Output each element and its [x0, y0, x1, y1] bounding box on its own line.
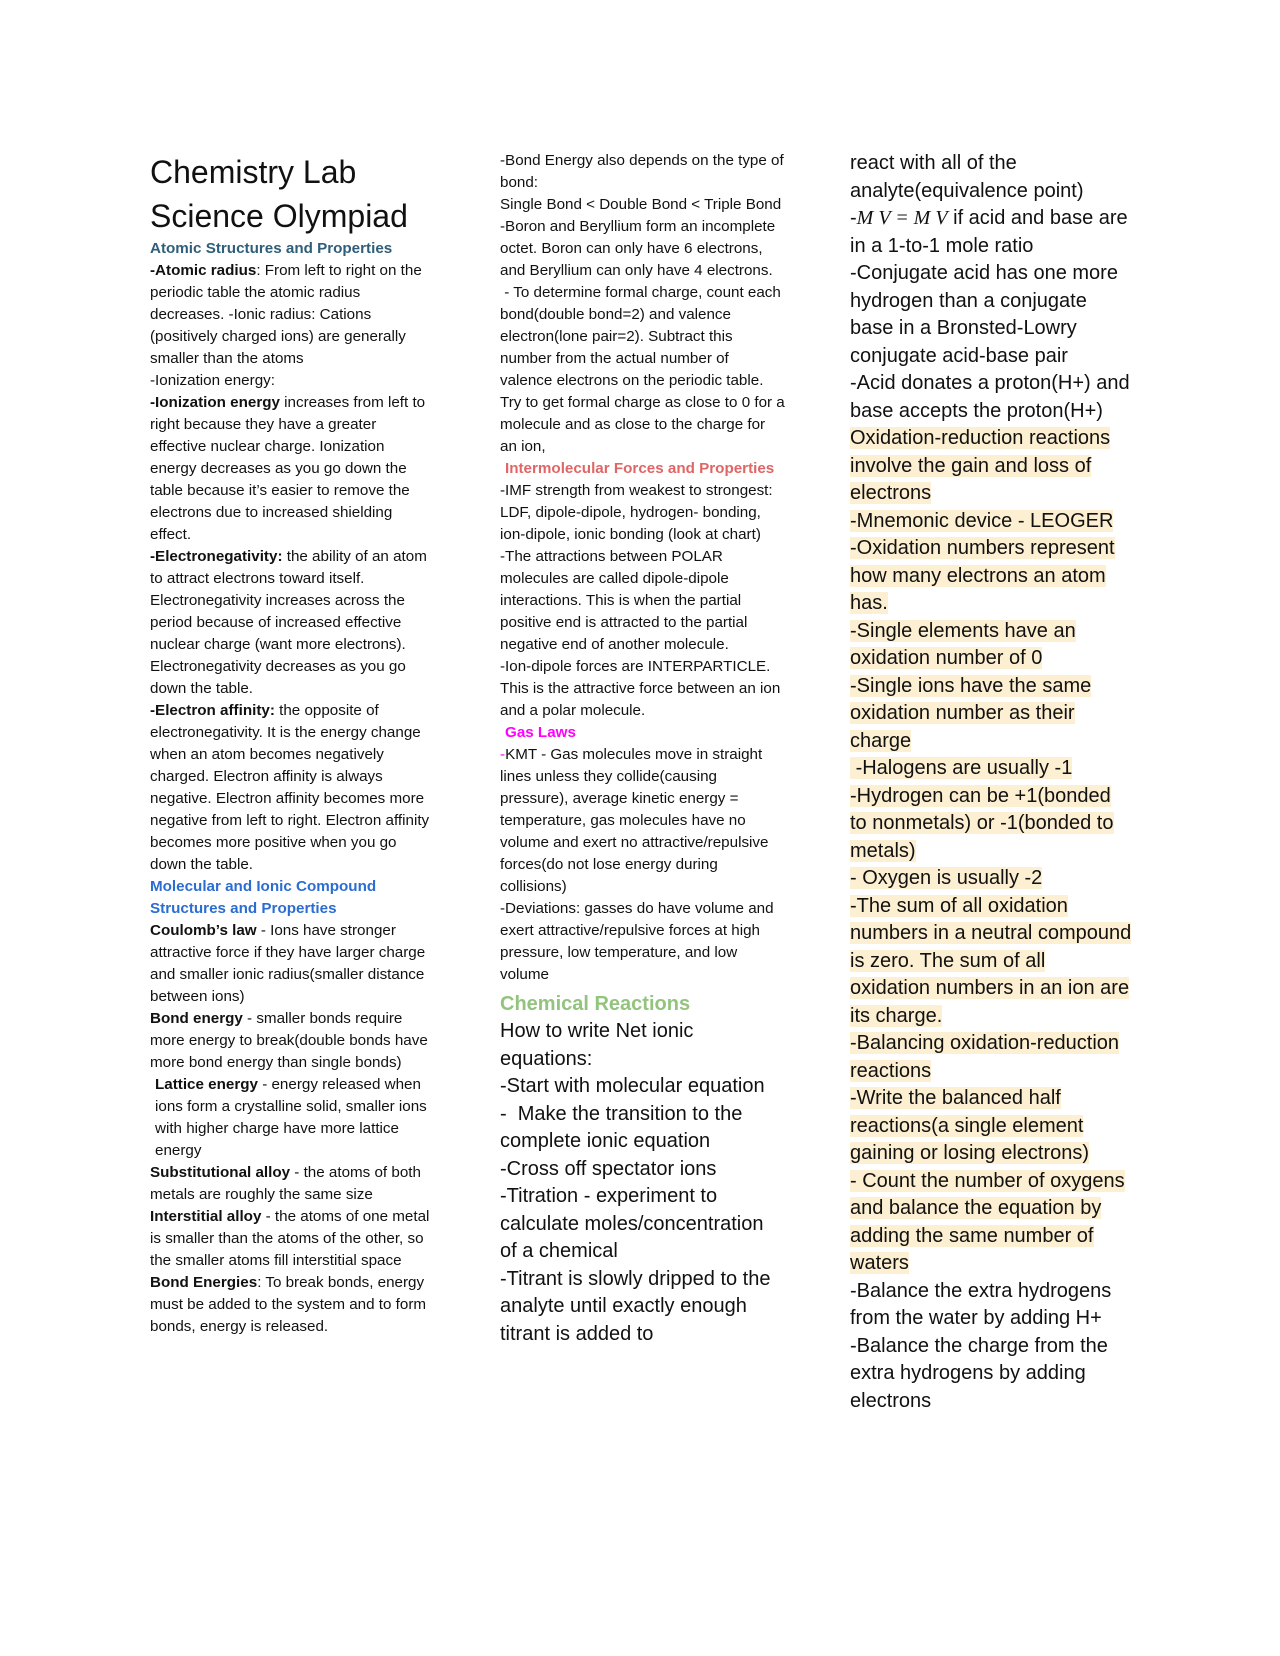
paragraph-bond-energies: [150, 1272, 435, 1338]
text-lattice-energy: - energy released when ions form a crystalline solid, smaller ions with higher charge have more lattice energy: [155, 1076, 427, 1159]
paragraph-coulomb: [150, 920, 435, 1008]
paragraph-ion-dipole: -Ion-dipole forces are INTERPARTICLE. This is the attractive force between an ion and a polar molecule.: [500, 658, 781, 719]
paragraph-complete-ionic: - Make the transition to the complete ionic equation: [500, 1102, 748, 1152]
term-interstitial-alloy: Interstitial alloy: [150, 1208, 262, 1225]
paragraph-lattice-energy: [150, 1074, 435, 1162]
text-coulomb: - Ions have stronger attractive force if they have larger charge and smaller ionic radius(smaller distance between ions): [150, 922, 426, 1005]
highlight-text: oxidation numbers in an ion are its charge.: [850, 977, 1130, 1027]
text-bond-energies: : To break bonds, energy must be added to the system and to form bonds, energy is released.: [150, 1274, 427, 1335]
paragraph-mv-formula: [850, 205, 1132, 260]
text-bond-energy: - smaller bonds require more energy to break(double bonds have more bond energy than single bonds): [150, 1010, 428, 1071]
paragraph-imf-strength: -IMF strength from weakest to strongest: LDF, dipole-dipole, hydrogen- bonding, ion-dipole, ionic bonding (look at chart): [500, 482, 773, 543]
text-substitutional-alloy: - the atoms of both metals are roughly the same size: [150, 1164, 421, 1203]
section-heading-molecular: Molecular and Ionic Compound Structures and Properties: [150, 878, 377, 917]
section-heading-chemical-reactions: Chemical Reactions: [500, 993, 691, 1015]
term-coulomb: Coulomb’s law: [150, 922, 257, 939]
highlight-text: -The sum of all oxidation numbers in a neutral compound is zero. The sum of all: [850, 894, 1132, 972]
term-electronegativity: -Electronegativity:: [150, 548, 283, 565]
highlight-hydrogen: [850, 783, 1132, 866]
highlight-sum-ion: [850, 975, 1132, 1030]
paragraph-molecular-equation: -Start with molecular equation: [500, 1075, 765, 1097]
section-heading-imf: Intermolecular Forces and Properties: [505, 460, 775, 477]
title-line-2: Science Olympiad: [150, 198, 408, 234]
column-3: [850, 150, 1132, 1415]
paragraph-equivalence-point: react with all of the analyte(equivalence point): [850, 152, 1084, 202]
paragraph-acid-donates: -Acid donates a proton(H+) and base accepts the proton(H+): [850, 372, 1130, 422]
highlight-text: -Hydrogen can be +1(bonded to nonmetals) or -1(bonded to metals): [850, 784, 1114, 862]
paragraph-dipole-dipole: -The attractions between POLAR molecules are called dipole-dipole interactions. This is when the partial positive end is attracted to the partial negative end of another molecule.: [500, 548, 748, 653]
paragraph-bond-order: Single Bond < Double Bond < Triple Bond: [500, 196, 782, 213]
text-kmt: KMT - Gas molecules move in straight lines unless they collide(causing pressure), average kinetic energy = temperature, gas molecules have no volume and exert no attractive/repulsive forces(do not lose energy during collisions): [500, 746, 769, 895]
paragraph-net-ionic: How to write Net ionic equations:: [500, 1020, 694, 1070]
highlight-balancing: [850, 1030, 1132, 1085]
paragraph-formal-charge: - To determine formal charge, count each bond(double bond=2) and valence electron(lone pair=2). Subtract this number from the actual number of valence electrons on the periodic table. Try to get formal charge as close to 0 for a molecule and as close to the charge for an ion,: [500, 284, 789, 455]
highlight-halogens: [850, 755, 1132, 783]
paragraph-substitutional-alloy: [150, 1162, 435, 1206]
paragraph-ionization-intro: -Ionization energy:: [150, 372, 275, 389]
paragraph-electronegativity: [150, 546, 435, 700]
formula-text: if acid and base are in a 1-to-1 mole ratio: [850, 207, 1128, 257]
paragraph-interstitial-alloy: [150, 1206, 435, 1272]
highlight-text: -Single elements have an oxidation number of 0: [850, 619, 1076, 669]
kmt-dash: -: [500, 746, 506, 763]
paragraph-bond-type: -Bond Energy also depends on the type of bond:: [500, 152, 784, 191]
highlight-count-oxygens: [850, 1168, 1132, 1278]
text-interstitial-alloy: - the atoms of one metal is smaller than the atoms of the other, so the smaller atoms fill interstitial space: [150, 1208, 430, 1269]
formula-mv: M V = M V: [856, 207, 948, 229]
formula-dash: -: [850, 207, 857, 229]
term-atomic-radius: -Atomic radius: [150, 262, 257, 279]
term-ionization: -Ionization energy: [150, 394, 280, 411]
paragraph-kmt: [500, 744, 785, 898]
term-electron-affinity: -Electron affinity:: [150, 702, 275, 719]
column-2: [500, 150, 789, 1348]
page-title: [150, 150, 435, 238]
section-heading-gas-laws: Gas Laws: [505, 724, 576, 741]
text-electronegativity: the ability of an atom to attract electrons toward itself. Electronegativity increases across the period because of increased effective nuclear charge (want more electrons). Electronegativity decreases as you go down the table.: [150, 548, 427, 697]
text-electron-affinity: the opposite of electronegativity. It is the energy change when an atom becomes negatively charged. Electron affinity is always negative. Electron affinity becomes more negative from left to right. Electron affinity becomes more positive when you go down the table.: [150, 702, 430, 873]
highlight-text: -Single ions have the same oxidation number as their charge: [850, 674, 1092, 752]
highlight-half-reactions: [850, 1085, 1132, 1168]
paragraph-titrant: -Titrant is slowly dripped to the analyte until exactly enough titrant is added to: [500, 1267, 771, 1345]
paragraph-incomplete-octet: -Boron and Beryllium form an incomplete octet. Boron can only have 6 electrons, and Beryllium can only have 4 electrons.: [500, 218, 776, 279]
highlight-oxygen: [850, 865, 1132, 893]
highlight-text: Oxidation-reduction reactions involve the gain and loss of electrons: [850, 427, 1111, 504]
highlight-redox-intro: [850, 425, 1132, 508]
highlight-text: -Oxidation numbers represent how many electrons an atom has.: [850, 537, 1115, 614]
highlight-single-ions: [850, 673, 1132, 756]
paragraph-atomic-radius: [150, 260, 435, 370]
highlight-text: - Oxygen is usually -2: [850, 867, 1043, 889]
paragraph-bond-energy: [150, 1008, 435, 1074]
highlight-mnemonic: [850, 508, 1132, 536]
column-1: [150, 150, 435, 1338]
paragraph-conjugate-acid: -Conjugate acid has one more hydrogen than a conjugate base in a Bronsted-Lowry conjugate acid-base pair: [850, 262, 1118, 367]
title-line-1: Chemistry Lab: [150, 154, 357, 190]
paragraph-titration: -Titration - experiment to calculate moles/concentration of a chemical: [500, 1185, 764, 1262]
paragraph-balance-hydrogens: -Balance the extra hydrogens from the water by adding H+: [850, 1279, 1112, 1329]
text-ionization: increases from left to right because they have a greater effective nuclear charge. Ionization energy decreases as you go down the table because it’s easier to remove the electrons due to increased shielding effect.: [150, 394, 426, 543]
term-bond-energies: Bond Energies: [150, 1274, 258, 1291]
highlight-text: -Write the balanced half reactions(a single element gaining or losing electrons): [850, 1087, 1090, 1164]
paragraph-ionization: [150, 392, 435, 546]
term-substitutional-alloy: Substitutional alloy: [150, 1164, 291, 1181]
paragraph-electron-affinity: [150, 700, 435, 876]
paragraph-spectator-ions: -Cross off spectator ions: [500, 1157, 717, 1180]
term-lattice-energy: Lattice energy: [155, 1076, 258, 1093]
highlight-text: -Balancing oxidation-reduction reactions: [850, 1032, 1120, 1082]
highlight-text: -Halogens are usually -1: [850, 757, 1073, 779]
term-bond-energy: Bond energy: [150, 1010, 243, 1027]
paragraph-balance-charge: -Balance the charge from the extra hydrogens by adding electrons: [850, 1334, 1108, 1412]
paragraph-deviations: -Deviations: gasses do have volume and exert attractive/repulsive forces at high pressure, low temperature, and low volume: [500, 900, 774, 983]
highlight-single-elements: [850, 618, 1132, 673]
text-atomic-radius: : From left to right on the periodic table the atomic radius decreases. -Ionic radius: Cations (positively charged ions) are generally smaller than the atoms: [150, 262, 422, 367]
section-heading-atomic: Atomic Structures and Properties: [150, 240, 393, 257]
highlight-sum-neutral: [850, 893, 1132, 976]
highlight-oxidation-numbers: [850, 535, 1132, 618]
highlight-text: -Mnemonic device - LEOGER: [850, 509, 1114, 532]
highlight-text: - Count the number of oxygens and balance the equation by adding the same number of waters: [850, 1169, 1125, 1274]
